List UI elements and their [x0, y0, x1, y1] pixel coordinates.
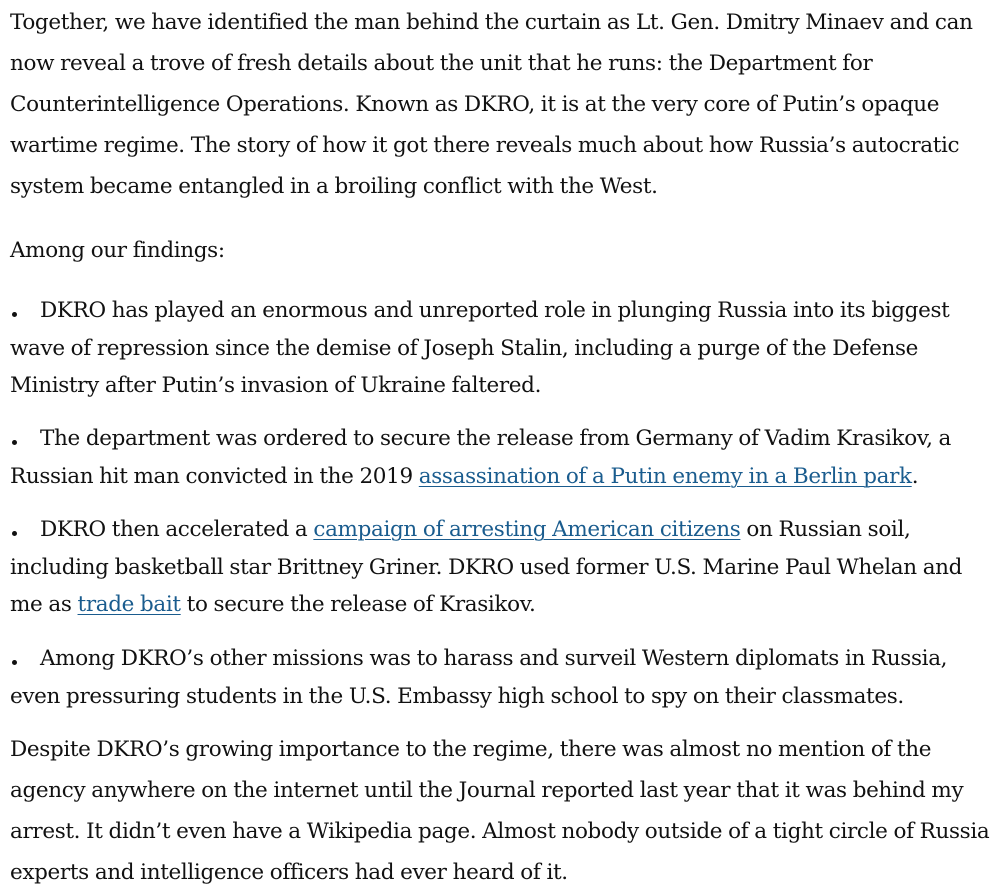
finding-item — [10, 640, 995, 715]
finding-text: to secure the release of Krasikov. — [180, 592, 536, 617]
intro-paragraph: Together, we have identified the man behind the curtain as Lt. Gen. Dmitry Minaev and can now reveal a trove of fresh details about the unit that he runs: the Department for Counterintelligence Operations. Known as DKRO, it is at the very core of Putin’s opaque wartime regime. The story of how it got there reveals much about how Russia’s autocratic system became entangled in a broiling conflict with the West. — [10, 10, 973, 199]
finding-text: . — [911, 463, 919, 489]
finding-text: Among DKRO’s other missions was to harass and surveil Western diplomats in Russia, even pressuring students in the U.S. Embassy high school to spy on their classmates. — [10, 646, 948, 709]
finding-item — [10, 420, 995, 495]
finding-text: on Russian soil, including basketball star Brittney Griner. DKRO used former U.S. Marine Paul Whelan and me as — [10, 517, 963, 617]
finding-text: DKRO then accelerated a — [40, 517, 314, 542]
findings-lead: Among our findings: — [10, 238, 225, 263]
closing-paragraph: Despite DKRO’s growing importance to the regime, there was almost no mention of the agency anywhere on the internet until the Journal reported last year that it was behind my arrest. It didn’t even have a Wikipedia page. Almost nobody outside of a tight circle of Russia experts and intelligence officers had ever heard of it. — [10, 737, 990, 885]
finding-item — [10, 511, 995, 624]
assassination-link[interactable]: assassination of a Putin enemy in a Berlin park — [418, 463, 912, 489]
arrests-campaign-link[interactable]: campaign of arresting American citizens — [313, 517, 741, 542]
finding-item — [10, 292, 995, 405]
finding-text: DKRO has played an enormous and unreported role in plunging Russia into its biggest wave of repression since the demise of Joseph Stalin, including a purge of the Defense Ministry after Putin’s invasion of Ukraine faltered. — [10, 298, 950, 398]
trade-bait-link[interactable]: trade bait — [77, 592, 181, 617]
finding-text: The department was ordered to secure the release from Germany of Vadim Krasikov, a Russian hit man convicted in the 2019 — [10, 426, 952, 489]
